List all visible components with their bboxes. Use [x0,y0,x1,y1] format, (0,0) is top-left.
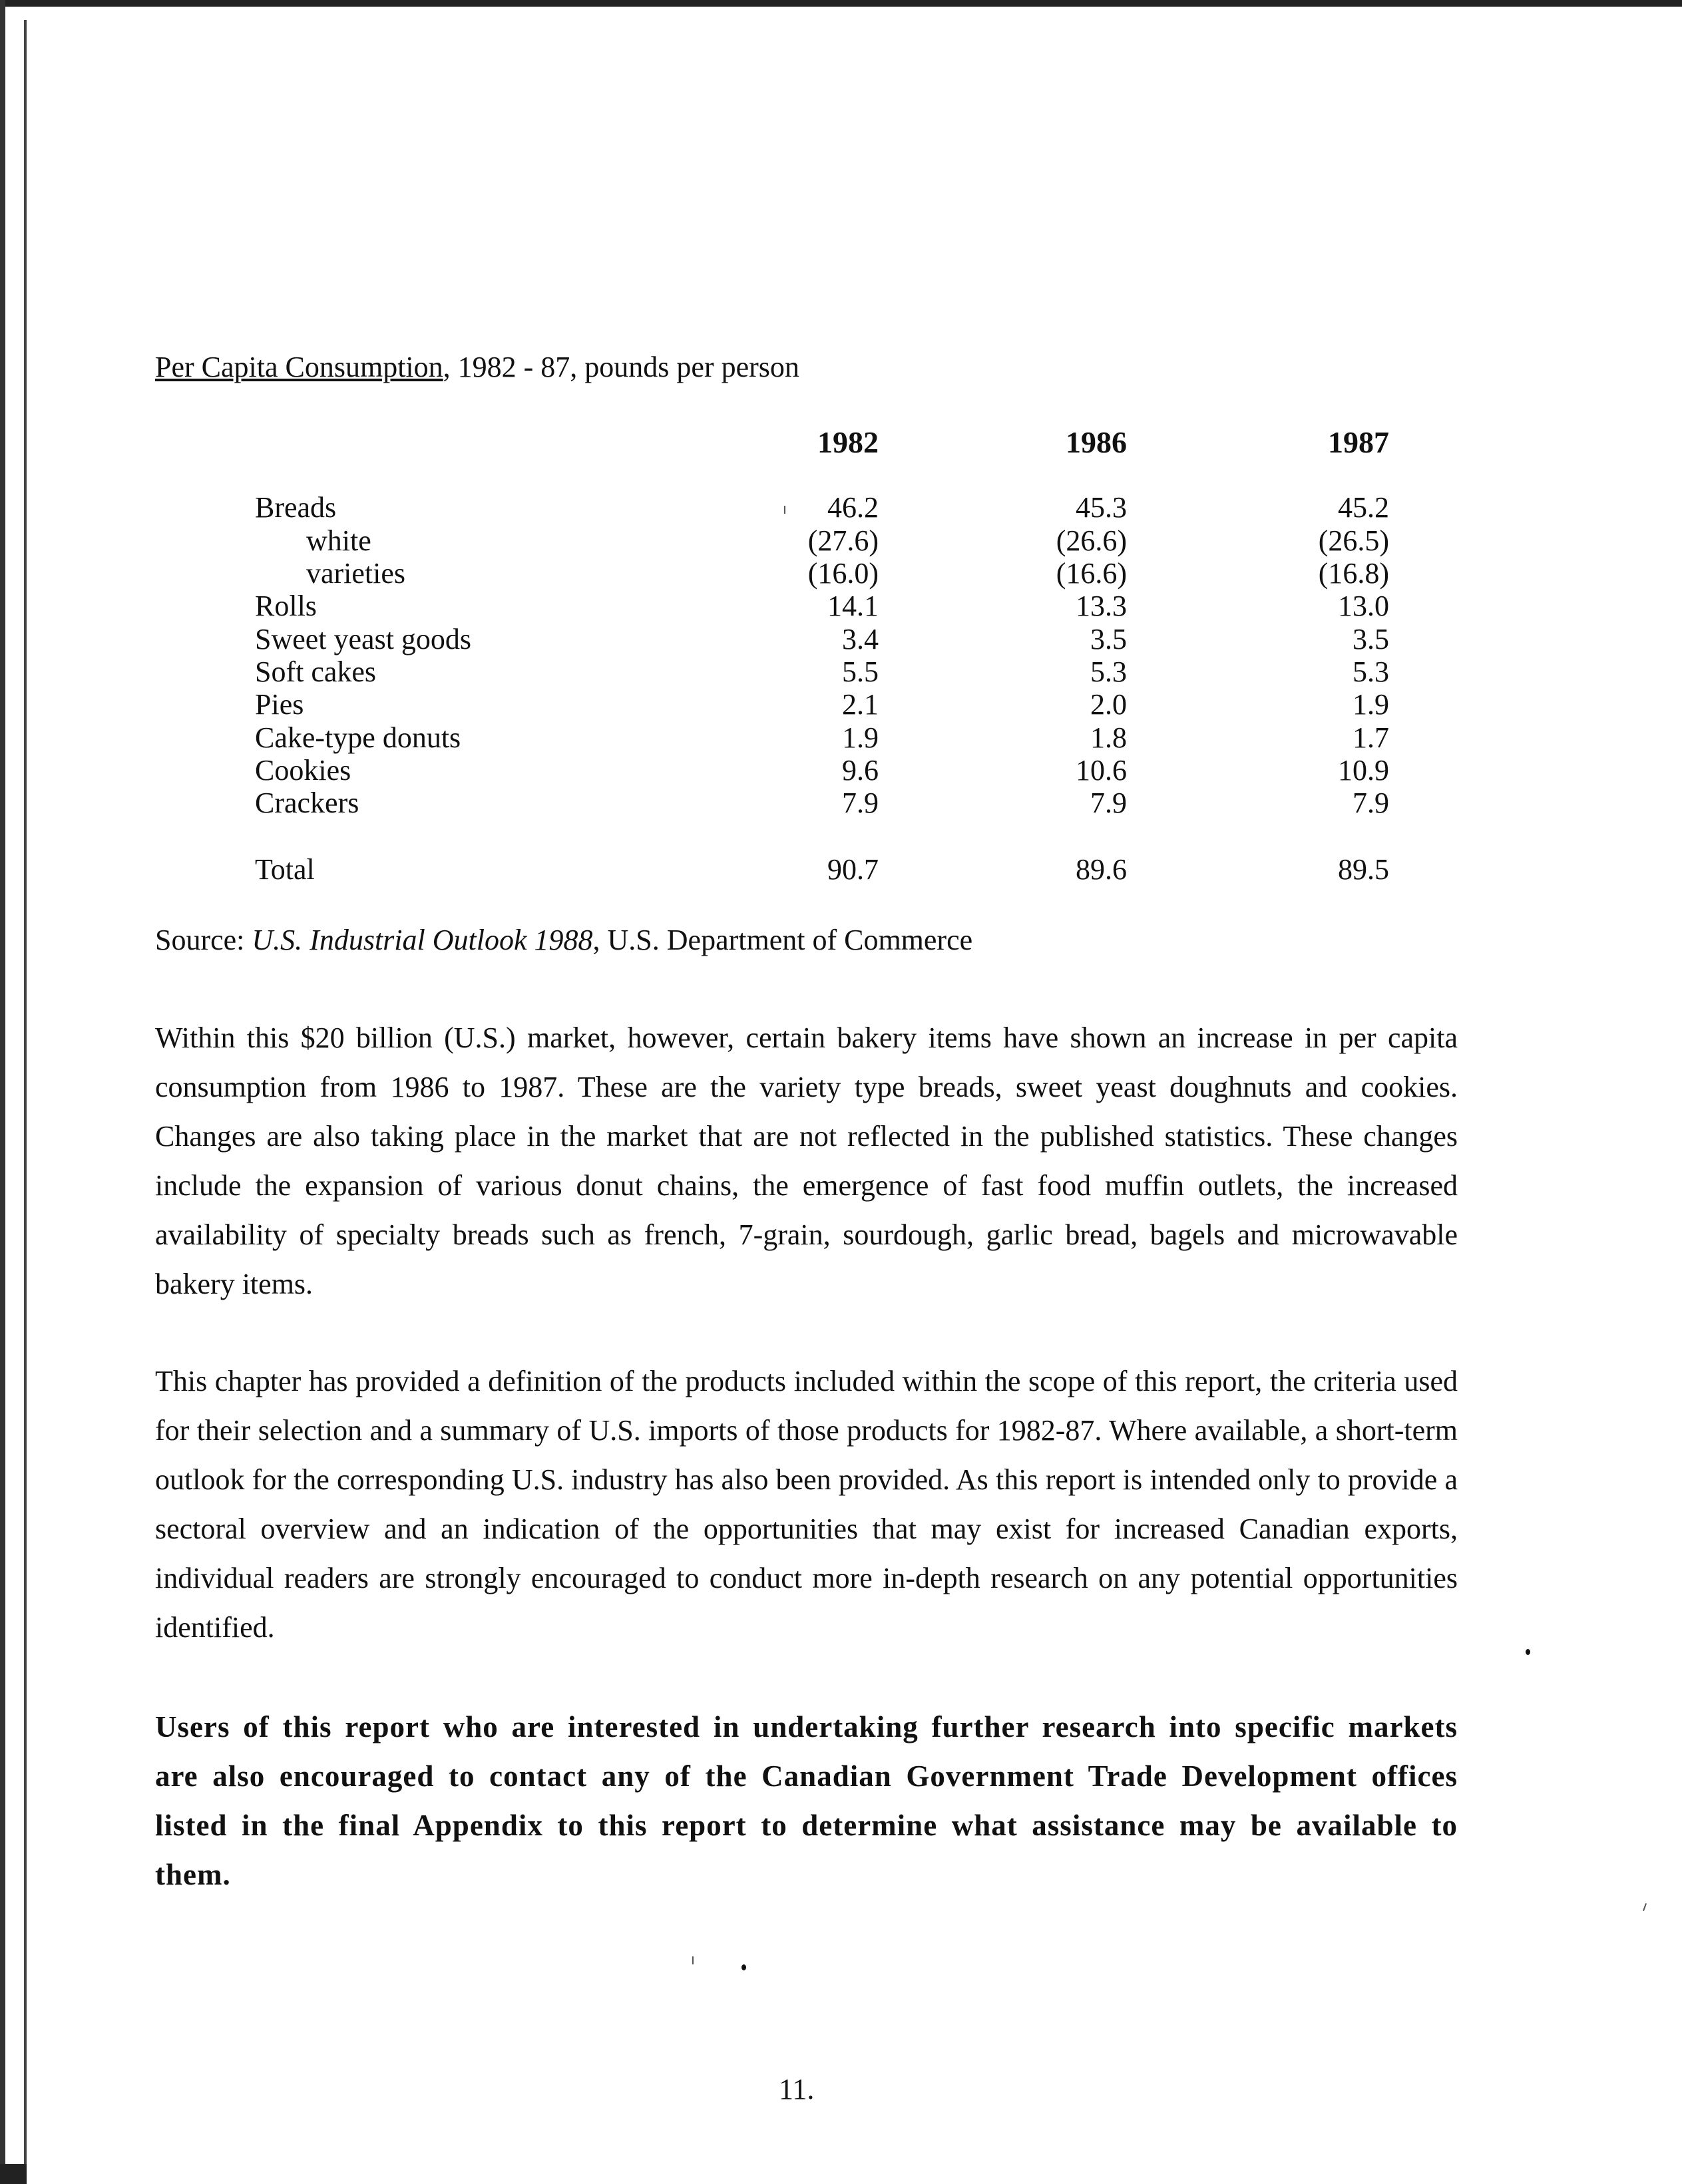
row-label: Breads [255,491,337,524]
row-label: Pies [255,688,304,721]
source-suffix: , U.S. Department of Commerce [592,924,973,956]
cell-value: 5.5 [842,655,879,688]
cell-value: 3.4 [842,623,879,655]
cell-value: 1.9 [1353,688,1389,721]
total-value-1986: 89.6 [1076,853,1127,886]
cell-value: 5.3 [1353,655,1389,688]
row-label: Crackers [255,787,359,819]
cell-value: 1.9 [842,721,879,754]
source-title: U.S. Industrial Outlook 1988 [252,924,593,956]
scan-speck [784,506,785,514]
cell-value: (27.6) [807,524,879,557]
scan-speck [1643,1903,1647,1911]
scan-border-left-inner [24,20,27,2176]
year-header-1987: 1987 [1328,425,1389,459]
paragraph-contact-note: Users of this report who are interested in undertaking further research into specific markets are also encouraged to contact any of the Canadian Government Trade Development offices listed in the final Appendix to this report to determine what assistance may be available to them. [155,1710,1458,1891]
total-value-1987: 89.5 [1338,853,1389,886]
row-label: Soft cakes [255,655,377,688]
row-label: Sweet yeast goods [255,623,472,655]
cell-value: 45.3 [1076,491,1127,524]
row-label: varieties [306,557,406,590]
cell-value: 5.3 [1090,655,1127,688]
cell-value: 3.5 [1353,623,1389,655]
cell-value: 3.5 [1090,623,1127,655]
source-note [155,920,972,960]
cell-value: 46.2 [827,491,879,524]
total-label: Total [255,853,315,886]
row-label: white [306,524,371,557]
scan-speck [741,1964,746,1970]
cell-value: (26.5) [1318,524,1389,557]
cell-value: 2.0 [1090,688,1127,721]
scan-corner-bottom [0,2164,27,2184]
table-caption [155,347,799,387]
paragraph-chapter-summary: This chapter has provided a definition of the products included within the scope of this report, the criteria used for their selection and a summary of U.S. imports of those products for 1982-87. Where available, a short-term outlook for the corresponding U.S. industry has also been provided. As this report is intended only to provide a sectoral overview and an indication of the opportunities that may exist for increased Canadian exports, individual readers are strongly encouraged to conduct more in-depth research on any potential opportunities identified. [155,1365,1458,1644]
cell-value: 7.9 [1090,787,1127,819]
cell-value: 10.6 [1076,754,1127,787]
cell-value: (16.0) [807,557,879,590]
paragraph-market-trends: Within this $20 billion (U.S.) market, however, certain bakery items have shown an increase in per capita consumption from 1986 to 1987. These are the variety type breads, sweet yeast doughnuts and cookies. Changes are also taking place in the market that are not reflected in the published statistics. These changes include the expansion of various donut chains, the emergence of fast food muffin outlets, the increased availability of specialty breads such as french, 7-grain, sourdough, garlic bread, bagels and microwavable bakery items. [155,1021,1458,1300]
cell-value: 45.2 [1338,491,1389,524]
cell-value: 7.9 [842,787,879,819]
cell-value: 13.0 [1338,590,1389,622]
scan-border-left [0,0,5,2184]
row-label: Cookies [255,754,351,787]
cell-value: (16.8) [1318,557,1389,590]
cell-value: 10.9 [1338,754,1389,787]
scan-border-top [0,0,1682,7]
page-number: 11. [779,2073,815,2105]
total-value-1982: 90.7 [827,853,879,886]
cell-value: 7.9 [1353,787,1389,819]
cell-value: 1.7 [1353,721,1389,754]
cell-value: 14.1 [827,590,879,622]
cell-value: (16.6) [1056,557,1127,590]
table-caption-details: , 1982 - 87, pounds per person [443,351,799,383]
year-header-1982: 1982 [817,425,879,459]
row-label: Cake-type donuts [255,721,461,754]
year-header-1986: 1986 [1066,425,1127,459]
cell-value: 1.8 [1090,721,1127,754]
scan-speck [692,1956,694,1964]
source-prefix: Source: [155,924,252,956]
scan-speck [1526,1649,1530,1655]
table-caption-title: Per Capita Consumption [155,351,443,383]
cell-value: 9.6 [842,754,879,787]
cell-value: 2.1 [842,688,879,721]
cell-value: 13.3 [1076,590,1127,622]
row-label: Rolls [255,590,317,622]
cell-value: (26.6) [1056,524,1127,557]
